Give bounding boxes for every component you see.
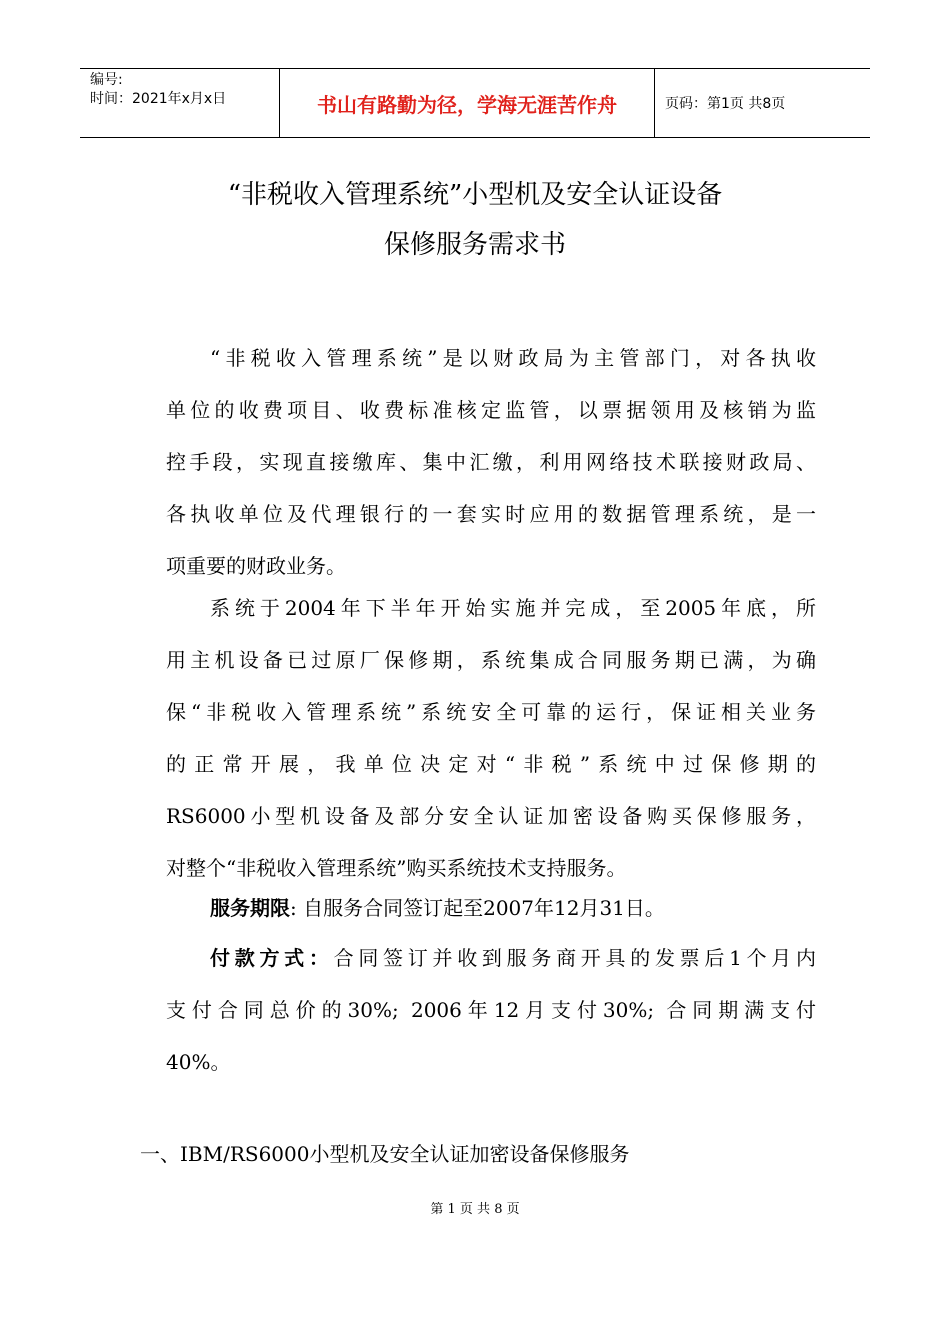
background-paragraph [166, 582, 816, 894]
document-title-line1: “非税收入管理系统”小型机及安全认证设备 [227, 180, 723, 210]
payment-label: 付款方式： [210, 946, 334, 970]
paragraph-line: 支付合同总价的30%; 2006年12月支付30%; 合同期满支付 [166, 998, 816, 1022]
document-title-line2: 保修服务需求书 [383, 230, 566, 260]
service-period-label: 服务期限 [210, 896, 290, 920]
payment-text: 合同签订并收到服务商开具的发票后1个月内 [333, 946, 817, 970]
paragraph-line: 单位的收费项目、收费标准核定监管，以票据领用及核销为监 [166, 398, 816, 422]
service-period-text: : 自服务合同签订起至2007年12月31日。 [290, 896, 665, 920]
document-number-label: 编号: [90, 72, 123, 88]
header-meta [80, 69, 280, 137]
header-page-info: 页码：第1页 共8页 [665, 96, 786, 112]
paragraph-line: 40%。 [166, 1050, 231, 1074]
paragraph-line: “非税收入管理系统”是以财政局为主管部门，对各执收 [210, 346, 816, 370]
document-time-label: 时间：2021年x月x日 [90, 91, 227, 107]
paragraph-line: 保“非税收入管理系统”系统安全可靠的运行，保证相关业务 [166, 700, 816, 724]
paragraph-line: 控手段，实现直接缴库、集中汇缴，利用网络技术联接财政局、 [166, 450, 816, 474]
service-period-paragraph [166, 882, 816, 934]
payment-paragraph [166, 932, 816, 1088]
page-footer: 第 1 页 共 8 页 [430, 1202, 520, 1217]
paragraph-line: 用主机设备已过原厂保修期，系统集成合同服务期已满，为确 [166, 648, 816, 672]
header-motto: 书山有路勤为径，学海无涯苦作舟 [280, 69, 655, 137]
page-header [80, 68, 870, 138]
section-heading: 一、IBM/RS6000小型机及安全认证加密设备保修服务 [140, 1142, 630, 1166]
paragraph-line: RS6000小型机设备及部分安全认证加密设备购买保修服务， [166, 804, 816, 828]
paragraph-line: 的正常开展，我单位决定对“非税”系统中过保修期的 [166, 752, 816, 776]
paragraph-line [166, 882, 816, 934]
paragraph-line: 对整个“非税收入管理系统”购买系统技术支持服务。 [166, 856, 627, 880]
paragraph-line: 项重要的财政业务。 [166, 554, 346, 578]
paragraph-line: 系统于2004年下半年开始实施并完成，至2005年底，所 [210, 596, 816, 620]
paragraph-line: 各执收单位及代理银行的一套实时应用的数据管理系统，是一 [166, 502, 816, 526]
paragraph-line [166, 932, 816, 984]
intro-paragraph [166, 332, 816, 592]
